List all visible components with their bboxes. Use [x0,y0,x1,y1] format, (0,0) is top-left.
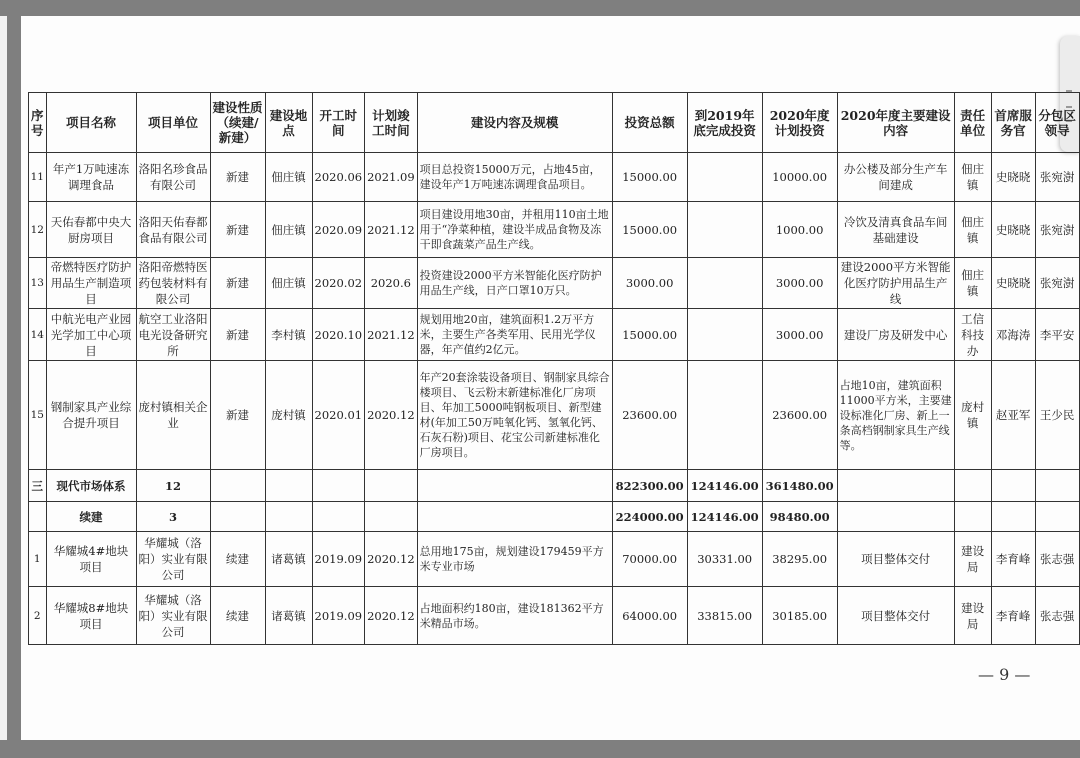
cell-dept: 工信科技办 [954,309,991,361]
cell-plan2020: 30185.00 [762,587,837,645]
cell-type: 新建 [210,361,265,470]
cell-main2020: 建设厂房及研发中心 [837,309,954,361]
cell-content: 投资建设2000平方米智能化医疗防护用品生产线，日产口罩10万只。 [417,258,612,309]
cell-officer: 史晓晓 [991,258,1035,309]
cell-start: 2020.01 [312,361,365,470]
cell-officer: 赵亚军 [991,361,1035,470]
project-table [28,92,1080,645]
cell-name: 年产1万吨速冻调理食品 [46,153,136,202]
cell-seq: 15 [29,361,47,470]
cell-main2020: 冷饮及清真食品车间基础建设 [837,202,954,258]
cell-seq [29,502,47,532]
cell-start: 2020.02 [312,258,365,309]
cell-dept: 庞村镇 [954,361,991,470]
cell-seq: 2 [29,587,47,645]
column-header: 分包区领导 [1035,93,1079,153]
cell-done2019 [687,202,762,258]
cell-location: 诸葛镇 [265,587,312,645]
cell-leader: 张志强 [1035,532,1079,587]
header-row [29,93,1080,153]
cell-done2019 [687,309,762,361]
column-header: 投资总额 [612,93,687,153]
cell-name: 钢制家具产业综合提升项目 [46,361,136,470]
cell-done2019: 124146.00 [687,502,762,532]
cell-name: 华耀城4#地块项目 [46,532,136,587]
cell-plan2020: 98480.00 [762,502,837,532]
cell-type [210,502,265,532]
cell-unit: 华耀城（洛阳）实业有限公司 [136,532,210,587]
cell-end [365,470,418,502]
cell-total: 15000.00 [612,309,687,361]
cell-end: 2020.6 [365,258,418,309]
cell-start: 2020.06 [312,153,365,202]
cell-leader [1035,470,1079,502]
cell-done2019 [687,258,762,309]
cell-type: 新建 [210,258,265,309]
cell-start [312,470,365,502]
cell-plan2020: 1000.00 [762,202,837,258]
cell-location: 佃庄镇 [265,153,312,202]
cell-name: 续建 [46,502,136,532]
cell-officer: 史晓晓 [991,202,1035,258]
cell-officer: 史晓晓 [991,153,1035,202]
cell-done2019 [687,361,762,470]
page-number: — 9 — [978,665,1031,684]
cell-type: 新建 [210,202,265,258]
cell-type: 续建 [210,587,265,645]
column-header: 责任单位 [954,93,991,153]
cell-name: 中航光电产业园光学加工中心项目 [46,309,136,361]
cell-location: 佃庄镇 [265,202,312,258]
cell-leader [1035,502,1079,532]
cell-unit: 航空工业洛阳电光设备研究所 [136,309,210,361]
cell-unit: 洛阳帝燃特医药包装材料有限公司 [136,258,210,309]
cell-end: 2020.12 [365,532,418,587]
cell-end: 2021.12 [365,202,418,258]
cell-unit: 庞村镇相关企业 [136,361,210,470]
cell-main2020: 项目整体交付 [837,587,954,645]
column-header: 建设性质（续建/新建） [210,93,265,153]
cell-main2020 [837,502,954,532]
cell-dept [954,502,991,532]
cell-content: 项目建设用地30亩，并租用110亩土地用于“净菜种植，建设半成品食物及冻干即食蔬菜产品生产线。 [417,202,612,258]
cell-type [210,470,265,502]
cell-content: 年产20套涂装设备项目、钢制家具综合楼项目、飞云粉末新建标准化厂房项目、年加工5000吨钢板项目、新型建材(年加工50万吨氧化钙、氢氧化钙、石灰石粉)项目、花宝公司新建标准化厂房项目。 [417,361,612,470]
cell-total: 15000.00 [612,153,687,202]
cell-content: 占地面积约180亩，建设181362平方米精品市场。 [417,587,612,645]
cell-start: 2019.09 [312,532,365,587]
cell-unit: 洛阳名珍食品有限公司 [136,153,210,202]
cell-seq: 1 [29,532,47,587]
cell-location: 李村镇 [265,309,312,361]
cell-done2019: 124146.00 [687,470,762,502]
left-edge-strip [0,16,7,740]
cell-end: 2021.12 [365,309,418,361]
cell-done2019 [687,153,762,202]
cell-unit: 12 [136,470,210,502]
cell-location [265,470,312,502]
cell-done2019: 33815.00 [687,587,762,645]
table-row [29,361,1080,470]
cell-total: 3000.00 [612,258,687,309]
cell-plan2020: 3000.00 [762,309,837,361]
cell-content: 规划用地20亩，建筑面积1.2万平方米，主要生产各类军用、民用光学仪器，年产值约2亿元。 [417,309,612,361]
cell-name: 帝燃特医疗防护用品生产制造项目 [46,258,136,309]
cell-type: 新建 [210,309,265,361]
cell-plan2020: 3000.00 [762,258,837,309]
column-header: 建设内容及规模 [417,93,612,153]
cell-total: 224000.00 [612,502,687,532]
cell-leader: 张宛澍 [1035,258,1079,309]
cell-content: 项目总投资15000万元，占地45亩，建设年产1万吨速冻调理食品项目。 [417,153,612,202]
cell-name: 天佑春都中央大厨房项目 [46,202,136,258]
column-header: 项目单位 [136,93,210,153]
table-row [29,309,1080,361]
cell-unit: 华耀城（洛阳）实业有限公司 [136,587,210,645]
cell-location: 庞村镇 [265,361,312,470]
cell-location [265,502,312,532]
cell-end: 2020.12 [365,587,418,645]
cell-done2019: 30331.00 [687,532,762,587]
cell-officer: 邓海涛 [991,309,1035,361]
cell-start [312,502,365,532]
cell-content [417,470,612,502]
column-header: 建设地点 [265,93,312,153]
cell-location: 佃庄镇 [265,258,312,309]
cell-start: 2019.09 [312,587,365,645]
cell-officer [991,502,1035,532]
section-row [29,470,1080,502]
cell-start: 2020.09 [312,202,365,258]
cell-officer: 李育峰 [991,587,1035,645]
column-header: 项目名称 [46,93,136,153]
table-row [29,587,1080,645]
cell-officer: 李育峰 [991,532,1035,587]
cell-location: 诸葛镇 [265,532,312,587]
cell-end [365,502,418,532]
cell-plan2020: 361480.00 [762,470,837,502]
cell-plan2020: 10000.00 [762,153,837,202]
cell-seq: 14 [29,309,47,361]
cell-dept [954,470,991,502]
table-row [29,258,1080,309]
cell-main2020: 建设2000平方米智能化医疗防护用品生产线 [837,258,954,309]
cell-type: 续建 [210,532,265,587]
cell-unit: 3 [136,502,210,532]
cell-main2020: 项目整体交付 [837,532,954,587]
cell-end: 2021.09 [365,153,418,202]
cell-leader: 张志强 [1035,587,1079,645]
column-header: 到2019年底完成投资 [687,93,762,153]
cell-plan2020: 23600.00 [762,361,837,470]
column-header: 首席服务官 [991,93,1035,153]
cell-content [417,502,612,532]
cell-total: 70000.00 [612,532,687,587]
table-row [29,532,1080,587]
cell-end: 2020.12 [365,361,418,470]
cell-plan2020: 38295.00 [762,532,837,587]
cell-content: 总用地175亩，规划建设179459平方米专业市场 [417,532,612,587]
column-header: 序号 [29,93,47,153]
cell-leader: 李平安 [1035,309,1079,361]
cell-main2020: 占地10亩，建筑面积11000平方米，主要建设标准化厂房、新上一条高档钢制家具生产线等。 [837,361,954,470]
cell-start: 2020.10 [312,309,365,361]
cell-leader: 张宛澍 [1035,153,1079,202]
cell-leader: 王少民 [1035,361,1079,470]
cell-seq: 12 [29,202,47,258]
cell-seq: 11 [29,153,47,202]
table-row [29,202,1080,258]
cell-dept: 佃庄镇 [954,202,991,258]
cell-dept: 佃庄镇 [954,258,991,309]
column-header: 计划竣工时间 [365,93,418,153]
cell-main2020 [837,470,954,502]
cell-total: 822300.00 [612,470,687,502]
cell-dept: 建设局 [954,587,991,645]
cell-officer [991,470,1035,502]
cell-dept: 佃庄镇 [954,153,991,202]
cell-total: 23600.00 [612,361,687,470]
cell-unit: 洛阳天佑春都食品有限公司 [136,202,210,258]
table-row [29,153,1080,202]
cell-seq: 13 [29,258,47,309]
column-header: 2020年度主要建设内容 [837,93,954,153]
cell-total: 15000.00 [612,202,687,258]
cell-dept: 建设局 [954,532,991,587]
cell-main2020: 办公楼及部分生产车间建成 [837,153,954,202]
cell-name: 现代市场体系 [46,470,136,502]
column-header: 2020年度计划投资 [762,93,837,153]
cell-name: 华耀城8#地块项目 [46,587,136,645]
cell-seq: 三 [29,470,47,502]
column-header: 开工时间 [312,93,365,153]
cell-type: 新建 [210,153,265,202]
section-row [29,502,1080,532]
cell-total: 64000.00 [612,587,687,645]
cell-leader: 张宛澍 [1035,202,1079,258]
